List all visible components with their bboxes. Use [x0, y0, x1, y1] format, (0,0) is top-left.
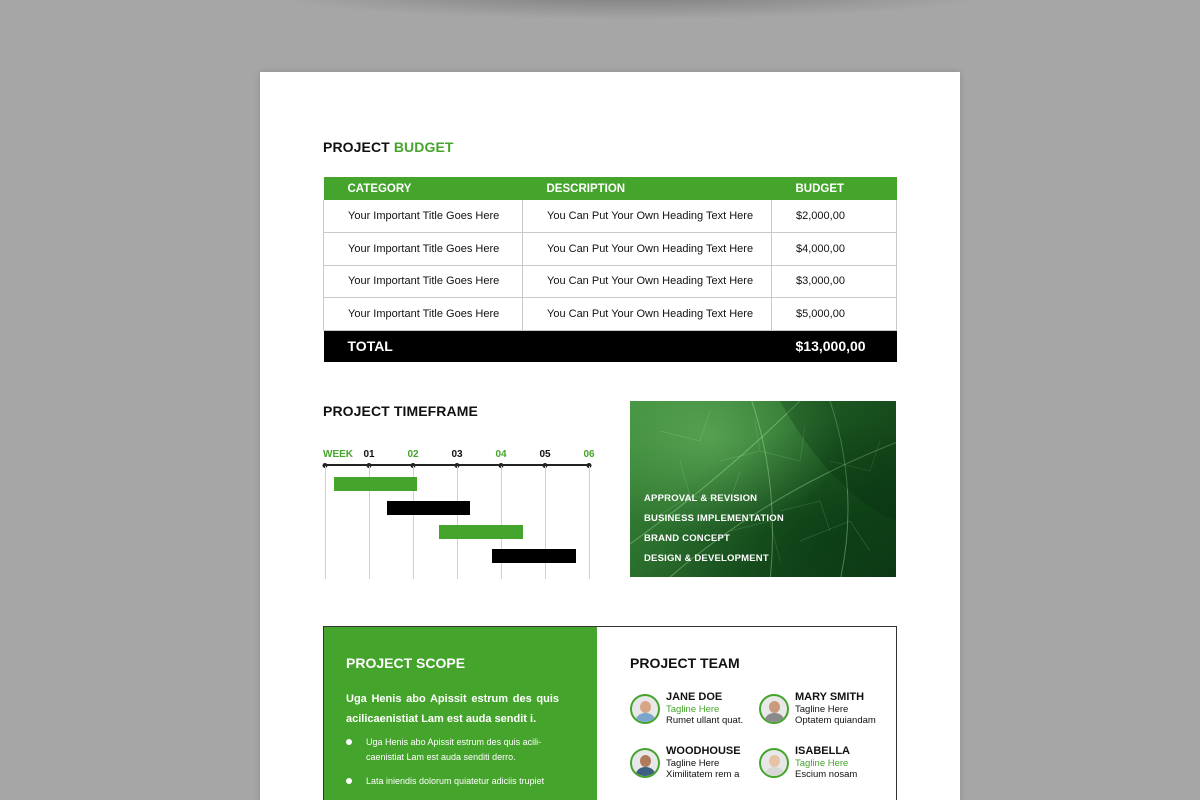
- team-title: PROJECT TEAM: [630, 655, 740, 671]
- member-tagline: Tagline Here: [795, 704, 849, 715]
- budget-cell: $2,000,00: [772, 200, 897, 233]
- table-row: [324, 298, 897, 331]
- gantt-gridline: [457, 466, 458, 579]
- member-desc: Optatem quiandam: [795, 715, 876, 726]
- phase-item: APPROVAL & REVISION: [644, 493, 758, 504]
- gantt-task-bar: [334, 477, 418, 491]
- week-tick-label: 01: [363, 449, 375, 460]
- week-tick-label: 03: [451, 449, 463, 460]
- budget-cell: $4,000,00: [772, 233, 897, 266]
- gantt-gridline: [589, 466, 590, 579]
- gantt-task-bar: [492, 549, 576, 563]
- leaf-image-panel: [630, 401, 896, 577]
- category-cell: Your Important Title Goes Here: [324, 265, 523, 298]
- list-item: [346, 774, 566, 789]
- man-avatar-icon: [630, 748, 660, 778]
- team-member: [630, 745, 765, 784]
- bullet-icon: [346, 778, 352, 784]
- description-cell: You Can Put Your Own Heading Text Here: [523, 200, 772, 233]
- total-row: [324, 330, 897, 362]
- member-desc: Escium nosam: [795, 769, 858, 780]
- description-cell: You Can Put Your Own Heading Text Here: [523, 265, 772, 298]
- woman-avatar-icon: [630, 694, 660, 724]
- bullet-icon: [346, 739, 352, 745]
- week-label: WEEK: [323, 449, 353, 460]
- week-tick-label: 05: [539, 449, 551, 460]
- team-member: [630, 691, 765, 730]
- budget-section-title: [323, 139, 454, 155]
- team-member: [759, 745, 894, 784]
- table-row: [324, 265, 897, 298]
- category-cell: Your Important Title Goes Here: [324, 298, 523, 331]
- table-row: [324, 233, 897, 266]
- gantt-task-bar: [439, 525, 523, 539]
- category-cell: Your Important Title Goes Here: [324, 233, 523, 266]
- man-avatar-icon: [759, 694, 789, 724]
- budget-cell: $5,000,00: [772, 298, 897, 331]
- team-member: [759, 691, 894, 730]
- project-scope-panel: [324, 627, 597, 800]
- list-item: [346, 735, 566, 765]
- member-tagline: Tagline Here: [666, 758, 720, 769]
- budget-header-row: [324, 177, 897, 200]
- gantt-gridline: [325, 466, 326, 579]
- document-page: [260, 72, 960, 800]
- budget-table: [323, 177, 897, 362]
- bullet-text: Lata iniendis dolorum quiatetur adiciis trupiet: [366, 776, 545, 786]
- phase-list: [644, 493, 784, 573]
- category-cell: Your Important Title Goes Here: [324, 200, 523, 233]
- week-tick-label: 04: [495, 449, 507, 460]
- timeframe-title: PROJECT TIMEFRAME: [323, 403, 478, 419]
- total-label: TOTAL: [324, 330, 772, 362]
- member-name: WOODHOUSE: [666, 745, 741, 757]
- budget-cell: $3,000,00: [772, 265, 897, 298]
- budget-title-accent: BUDGET: [393, 139, 454, 155]
- member-name: JANE DOE: [666, 691, 723, 703]
- table-row: [324, 200, 897, 233]
- phase-item: BRAND CONCEPT: [644, 533, 730, 544]
- member-tagline: Tagline Here: [795, 758, 849, 769]
- member-tagline: Tagline Here: [666, 704, 720, 715]
- gantt-chart: [323, 444, 593, 579]
- scope-bullet-list: [346, 735, 566, 798]
- scope-title: PROJECT SCOPE: [346, 655, 466, 671]
- budget-title-prefix: PROJECT: [323, 139, 390, 155]
- member-desc: Rumet ullant quat.: [666, 715, 744, 726]
- top-shadow: [250, 0, 1010, 20]
- gantt-task-bar: [387, 501, 471, 515]
- column-header-category: CATEGORY: [324, 177, 523, 200]
- woman-avatar-icon: [759, 748, 789, 778]
- description-cell: You Can Put Your Own Heading Text Here: [523, 298, 772, 331]
- week-tick-label: 06: [583, 449, 595, 460]
- week-tick-label: 02: [407, 449, 419, 460]
- member-desc: Ximilitatem rem a: [666, 769, 740, 780]
- column-header-budget: BUDGET: [772, 177, 897, 200]
- total-value: $13,000,00: [772, 330, 897, 362]
- member-name: ISABELLA: [795, 745, 850, 757]
- member-name: MARY SMITH: [795, 691, 865, 703]
- phase-item: BUSINESS IMPLEMENTATION: [644, 513, 784, 524]
- description-cell: You Can Put Your Own Heading Text Here: [523, 233, 772, 266]
- phase-item: DESIGN & DEVELOPMENT: [644, 553, 769, 564]
- bullet-text: Uga Henis abo Apissit estrum des quis acili-caenistiat Lam est auda senditi derro.: [366, 737, 542, 762]
- scope-lead-text: Uga Henis abo Apissit estrum des quis acilicaenistiat Lam est auda sendit i.: [346, 693, 559, 725]
- column-header-description: DESCRIPTION: [523, 177, 772, 200]
- scope-team-box: [323, 626, 897, 800]
